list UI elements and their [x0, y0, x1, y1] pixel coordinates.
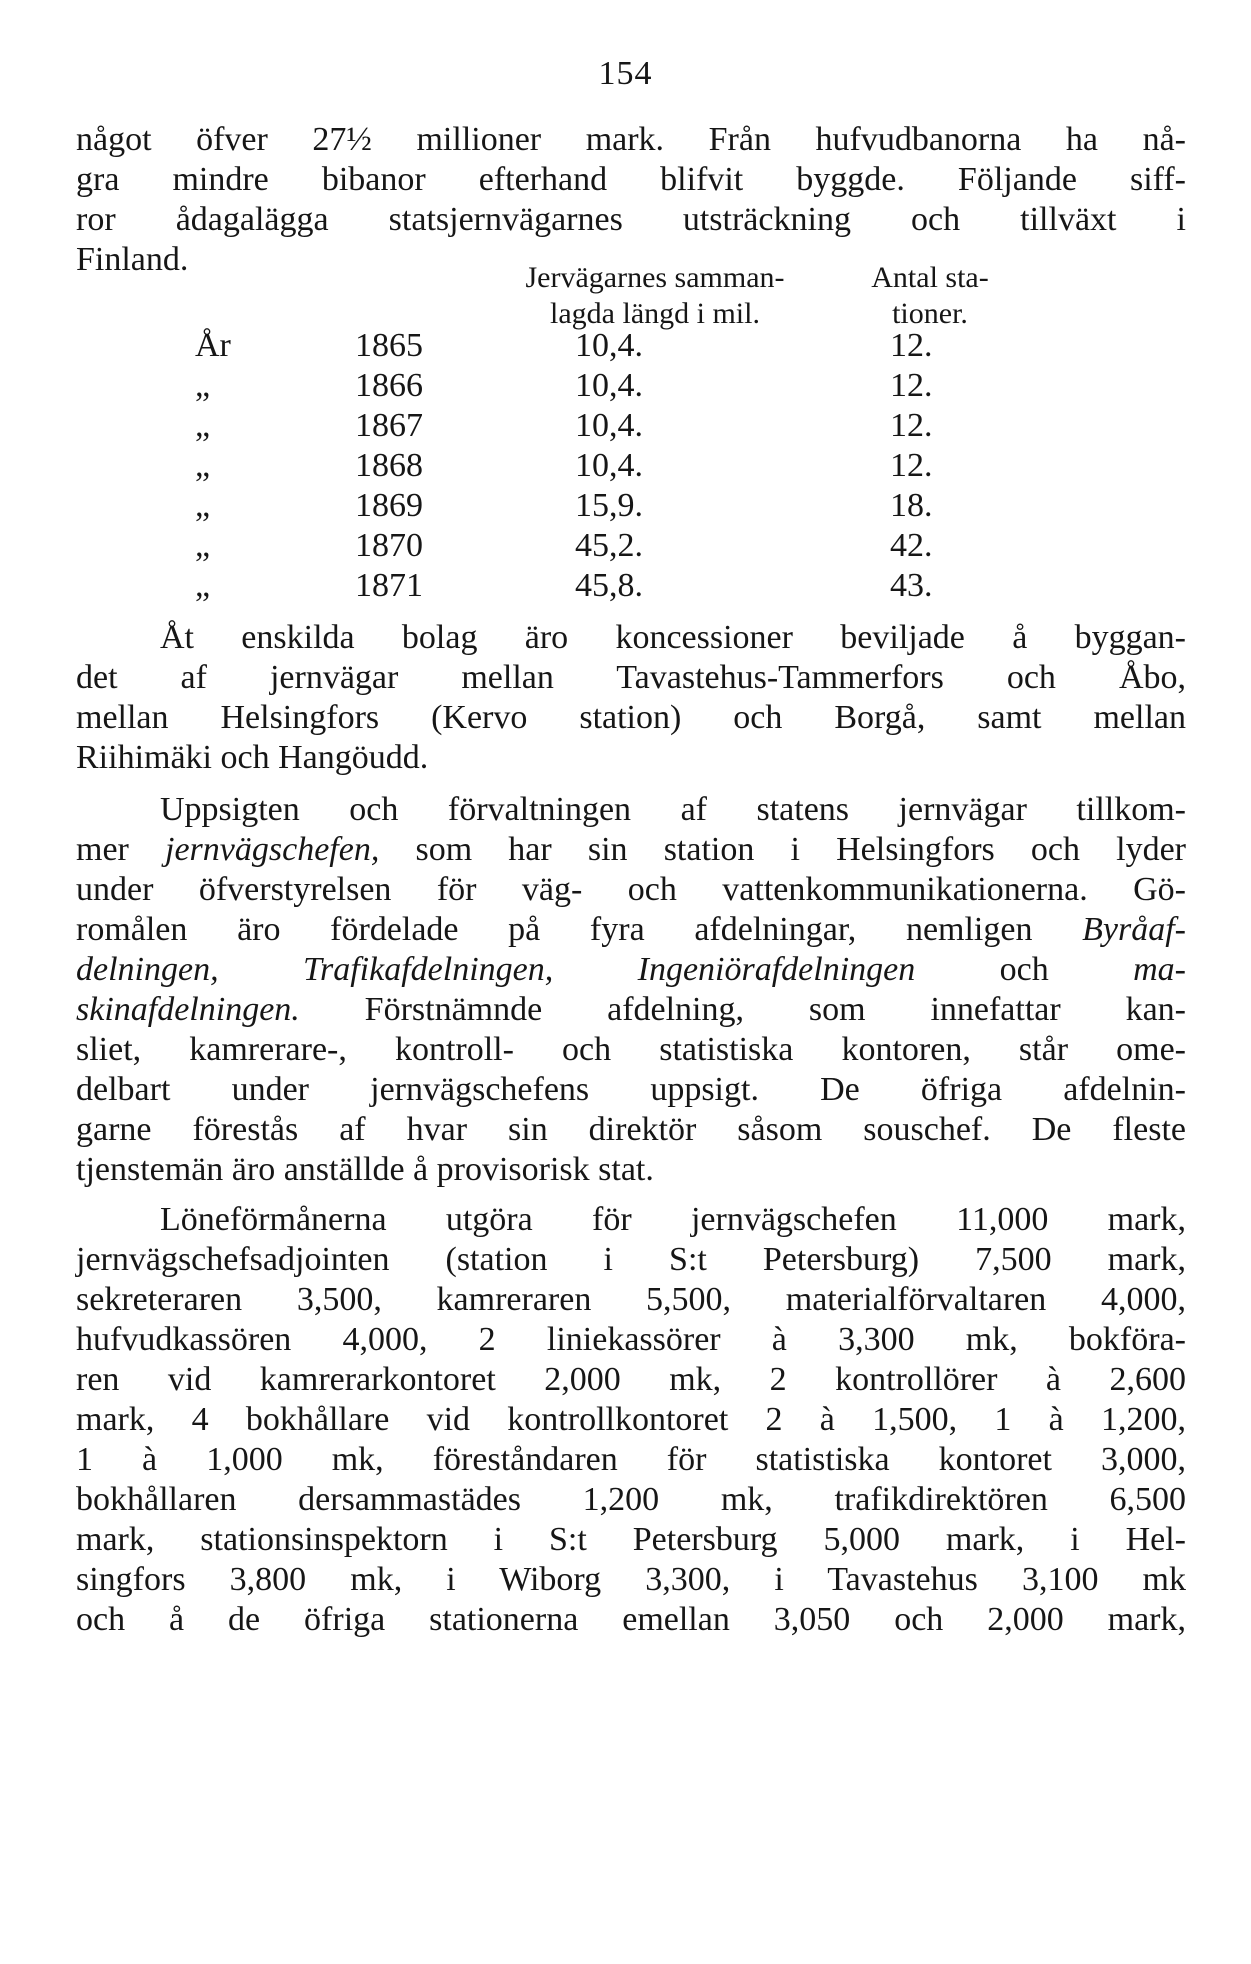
- para3-term-skinafdelningen: skinafdelningen.: [76, 991, 300, 1028]
- row-length: 10,4.: [575, 327, 643, 364]
- row-year: 1870: [355, 527, 423, 564]
- para4-line-2: jernvägschefsadjointen (station i S:t Petersburg) 7,500 mark,: [76, 1241, 1186, 1278]
- para3-line-4-a: romålen äro fördelade på fyra afdelningar, nemligen: [76, 911, 1083, 948]
- para4-line-3: sekreteraren 3,500, kamreraren 5,500, materialförvaltaren 4,000,: [76, 1281, 1186, 1318]
- row-label: „: [195, 567, 211, 604]
- row-stations: 18.: [890, 487, 933, 524]
- para3-term-ingenior: Ingeniörafdelningen: [637, 951, 916, 988]
- para3-line-6-b: Förstnämnde afdelning, som innefattar kan-: [299, 991, 1186, 1028]
- para2-line-4: Riihimäki och Hangöudd.: [76, 739, 429, 776]
- row-label: „: [195, 527, 211, 564]
- row-stations: 12.: [890, 447, 933, 484]
- intro-line-1: något öfver 27½ millioner mark. Från hufvudbanorna ha nå-: [76, 121, 1186, 158]
- row-label: „: [195, 487, 211, 524]
- row-stations: 12.: [890, 367, 933, 404]
- para3-line-1: Uppsigten och förvaltningen af statens jernvägar tillkom-: [160, 791, 1186, 828]
- row-year: 1865: [355, 327, 423, 364]
- row-stations: 12.: [890, 407, 933, 444]
- row-label: „: [195, 407, 211, 444]
- table-header-length: [470, 260, 840, 332]
- para3-line-10: tjenstemän äro anställde å provisorisk stat.: [76, 1151, 654, 1188]
- para3-line-5-sp1: [219, 951, 303, 988]
- row-length: 15,9.: [575, 487, 643, 524]
- para4-line-1: Löneförmånerna utgöra för jernvägschefen 11,000 mark,: [160, 1201, 1186, 1238]
- para4-line-8: bokhållaren dersammastädes 1,200 mk, trafikdirektören 6,500: [76, 1481, 1186, 1518]
- para3-line-2-b: som har sin station i Helsingfors och lyder: [379, 831, 1186, 868]
- row-year: 1866: [355, 367, 423, 404]
- para3-line-2: [76, 830, 1186, 870]
- row-stations: 12.: [890, 327, 933, 364]
- row-stations: 43.: [890, 567, 933, 604]
- para3-line-2-a: mer: [76, 831, 166, 868]
- para4-line-9: mark, stationsinspektorn i S:t Petersburg 5,000 mark, i Hel-: [76, 1521, 1186, 1558]
- para2-line-2: det af jernvägar mellan Tavastehus-Tammerfors och Åbo,: [76, 659, 1186, 696]
- para2-line-3: mellan Helsingfors (Kervo station) och Borgå, samt mellan: [76, 699, 1186, 736]
- row-year: 1869: [355, 487, 423, 524]
- para2-line-1: Åt enskilda bolag äro koncessioner beviljade å byggan-: [160, 619, 1186, 656]
- intro-line-4: Finland.: [76, 241, 189, 278]
- table-header-stations-line-1: Antal sta-: [871, 261, 989, 294]
- para3-term-trafik: Trafikafdelningen,: [302, 951, 554, 988]
- row-stations: 42.: [890, 527, 933, 564]
- para3-term-byraaf: Byråaf-: [1082, 911, 1186, 948]
- para4-line-7: 1 à 1,000 mk, föreståndaren för statistiska kontoret 3,000,: [76, 1441, 1186, 1478]
- row-year: 1871: [355, 567, 423, 604]
- intro-line-2: gra mindre bibanor efterhand blifvit byggde. Följande siff-: [76, 161, 1186, 198]
- row-length: 10,4.: [575, 367, 643, 404]
- para4-line-10: singfors 3,800 mk, i Wiborg 3,300, i Tavastehus 3,100 mk: [76, 1561, 1186, 1598]
- row-label: „: [195, 367, 211, 404]
- para3-line-5-och: och: [915, 951, 1134, 988]
- para3-line-5-sp2: [553, 951, 637, 988]
- table-header-stations: [840, 260, 1020, 332]
- para3-line-8: delbart under jernvägschefens uppsigt. De öfriga afdelnin-: [76, 1071, 1186, 1108]
- row-label: År: [195, 327, 231, 364]
- page-number: 154: [598, 55, 653, 92]
- para3-line-7: sliet, kamrerare-, kontroll- och statistiska kontoren, står ome-: [76, 1031, 1186, 1068]
- row-length: 45,2.: [575, 527, 643, 564]
- para4-line-4: hufvudkassören 4,000, 2 liniekassörer à 3,300 mk, bokföra-: [76, 1321, 1186, 1358]
- para3-term-jernvagschefen: jernvägschefen,: [165, 831, 380, 868]
- para3-line-9: garne förestås af hvar sin direktör såsom souschef. De fleste: [76, 1111, 1186, 1148]
- para4-line-6: mark, 4 bokhållare vid kontrollkontoret 2 à 1,500, 1 à 1,200,: [76, 1401, 1186, 1438]
- intro-line-3: ror ådagalägga statsjernvägarnes utsträckning och tillväxt i: [76, 201, 1186, 238]
- para3-line-5: [76, 950, 1186, 990]
- row-year: 1867: [355, 407, 423, 444]
- para3-term-delningen: delningen,: [76, 951, 219, 988]
- row-year: 1868: [355, 447, 423, 484]
- para3-line-4: [76, 910, 1186, 950]
- table-header-stations-line-2: tioner.: [892, 297, 968, 330]
- row-label: „: [195, 447, 211, 484]
- para4-line-5: ren vid kamrerarkontoret 2,000 mk, 2 kontrollörer à 2,600: [76, 1361, 1186, 1398]
- para4-line-11: och å de öfriga stationerna emellan 3,050 och 2,000 mark,: [76, 1601, 1186, 1638]
- row-length: 45,8.: [575, 567, 643, 604]
- para3-line-3: under öfverstyrelsen för väg- och vattenkommunikationerna. Gö-: [76, 871, 1186, 908]
- row-length: 10,4.: [575, 447, 643, 484]
- table-header-length-line-1: Jervägarnes samman-: [525, 261, 785, 294]
- table-header-length-line-2: lagda längd i mil.: [550, 297, 760, 330]
- row-length: 10,4.: [575, 407, 643, 444]
- para3-line-6: [76, 990, 1186, 1030]
- para3-term-ma: ma-: [1133, 951, 1187, 988]
